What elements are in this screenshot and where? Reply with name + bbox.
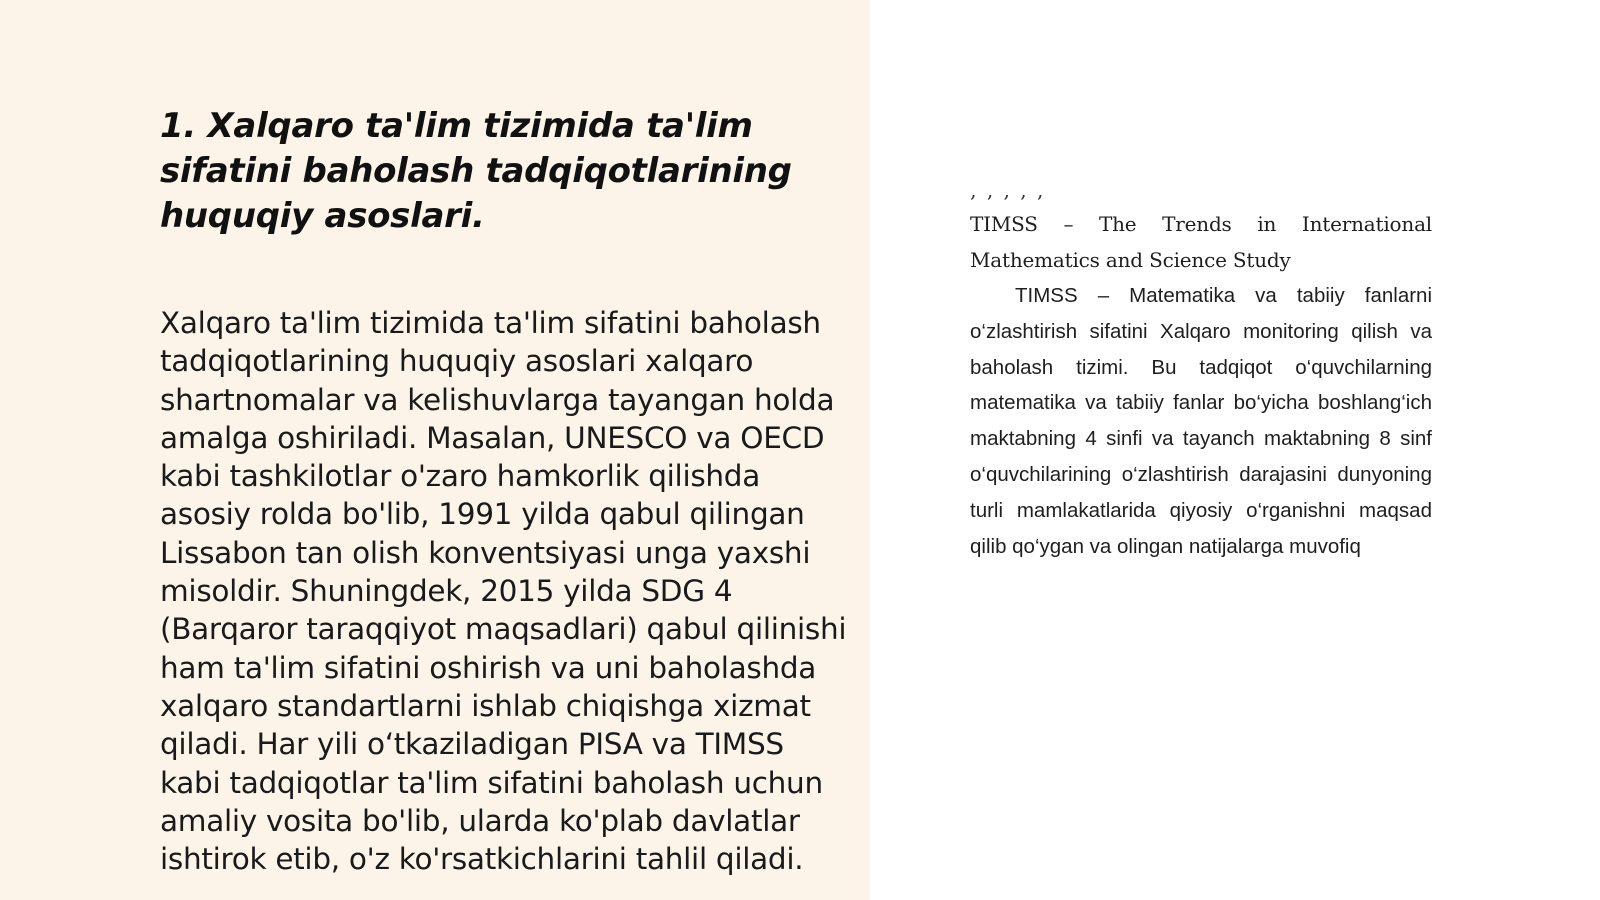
slide-body-text: Xalqaro ta'lim tizimida ta'lim sifatini baholash tadqiqotlarining huquqiy asoslari xalqaro shartnomalar va kelishuvlarga tayangan holda amalga oshiriladi. Masalan, UNESCO va OECD kabi tashkilotlar o'zaro hamkorlik qilishda asosiy rolda bo'lib, 1991 yilda qabul qilingan Lissabon tan olish konventsiyasi unga yaxshi misoldir. Shuningdek, 2015 yilda SDG 4 (Barqaror taraqqiyot maqsadlari) qabul qilinishi ham ta'lim sifatini oshirish va uni baholashda xalqaro standartlarni ishlab chiqishga xizmat qiladi. Har yili o‘tkaziladigan PISA va TIMSS kabi tadqiqotlar ta'lim sifatini baholash uchun amaliy vosita bo'lib, ularda ko'plab davlatlar ishtirok etib, o'z ko'rsatkichlarini tahlil qiladi. — [160, 306, 847, 877]
document-paragraph: TIMSS – Matematika va tabiiy fanlarni o‘zlashtirish sifatini Xalqaro monitoring qilish va baholash tizimi. Bu tadqiqot o‘quvchilarning matematika va tabiiy fanlar bo‘yicha boshlang‘ich maktabning 4 sinfi va tayanch maktabning 8 sinf o‘quvchilarining o‘zlashtirish darajasini dunyoning turli mamlakatlarida qiyosiy o‘rganishni maqsad qilib qo‘ygan va olingan natijalarga muvofiq — [970, 284, 1432, 558]
document-excerpt-image — [970, 190, 1432, 600]
cropped-text-line: ‚ ‚ ‚ ‚ ‚ — [970, 190, 1046, 202]
document-heading: TIMSS – The Trends in International Mathematics and Science Study — [970, 212, 1432, 272]
slide-title: 1. Xalqaro ta'lim tizimida ta'lim sifatini baholash tadqiqotlarining huquqiy asoslari. — [160, 106, 792, 236]
